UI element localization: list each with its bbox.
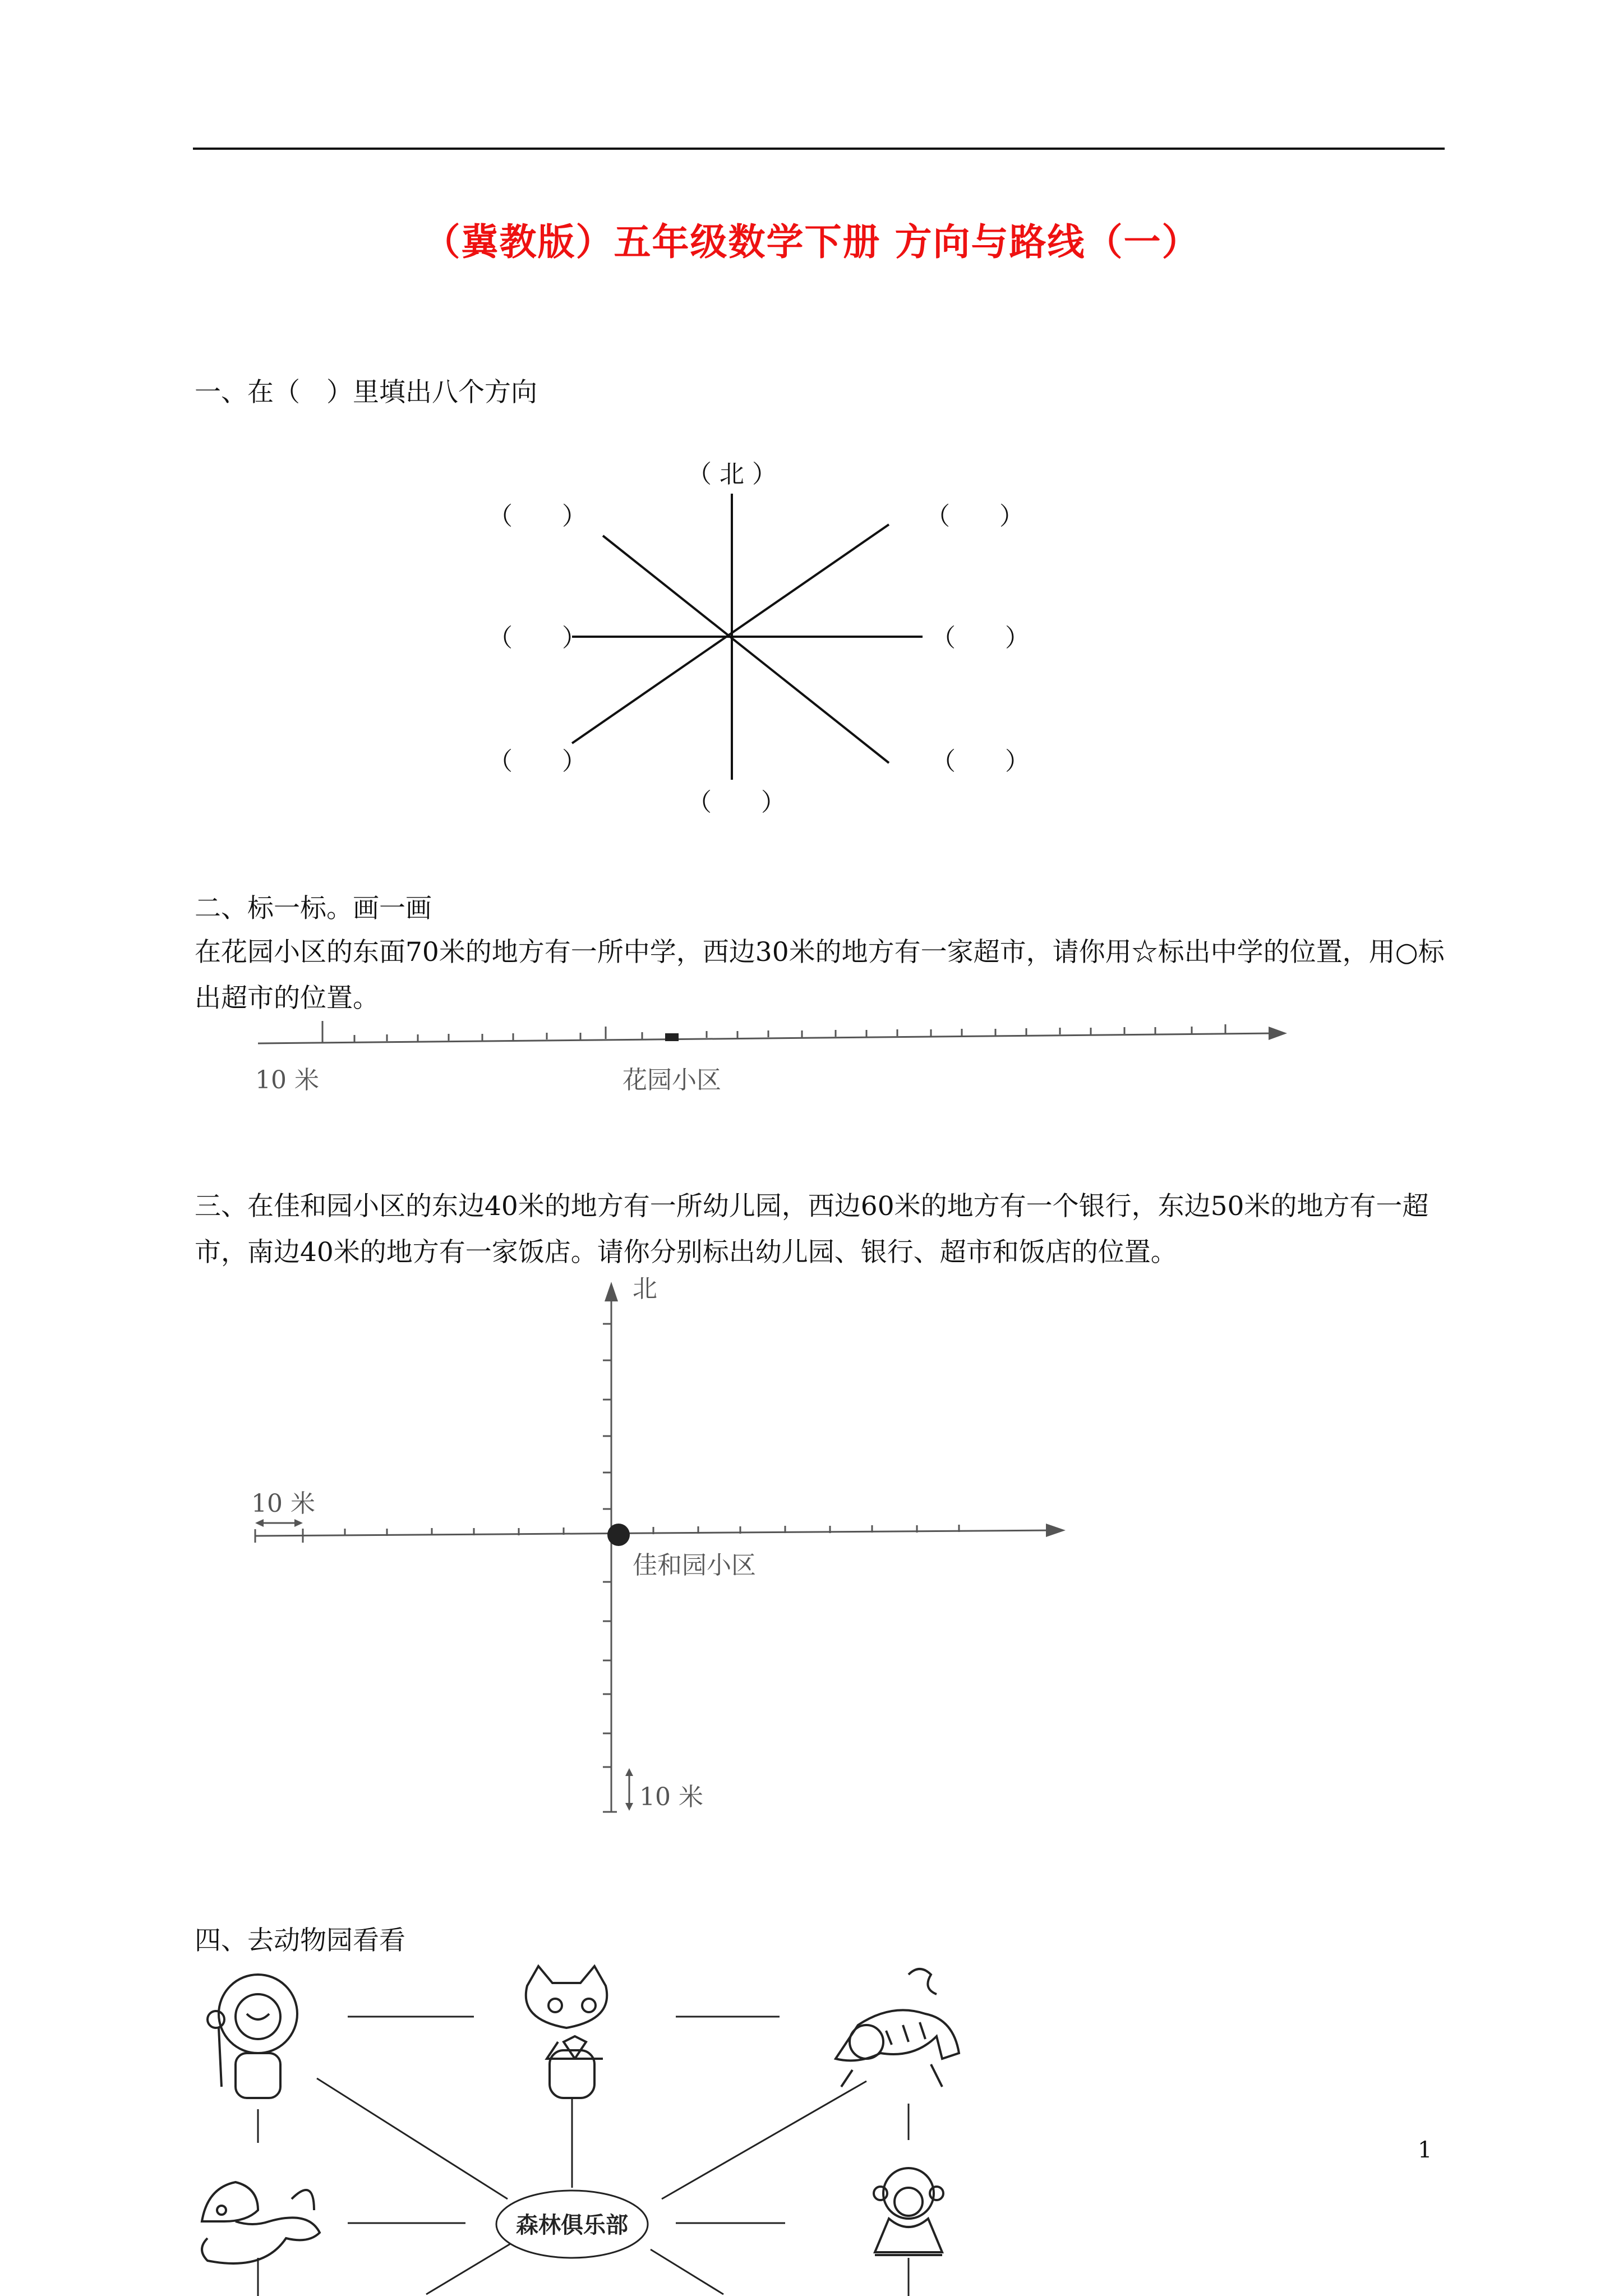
lion-icon [208,1975,297,2098]
north-label: （ 北 ） [687,460,777,489]
q3-text: 三、在佳和园小区的东边40米的地方有一所幼儿园，西边60米的地方有一个银行，东边50米的地方有一超市，南边40米的地方有一家饭店。请你分别标出幼儿园、银行、超市和饭店的位置。 [195,1191,1429,1268]
east-arrow [1046,1524,1066,1537]
h-scale-label: 10 米 [251,1489,315,1518]
cat-icon [526,1966,607,2098]
compass-ne-sw-line [572,524,889,743]
scale-label: 10 米 [255,1066,319,1094]
q2-number-line [0,999,1623,1111]
v-scale-label: 10 米 [639,1783,703,1811]
jiaheyuan-label: 佳和园小区 [633,1551,756,1580]
garden-community-label: 花园小区 [623,1066,721,1094]
blank-nw: （ ） [488,502,587,531]
q2-text: 在花园小区的东面70米的地方有一所中学，西边30米的地方有一家超市，请你用☆标出中学的位置，用○标出超市的位置。 [195,937,1445,1014]
north-label: 北 [633,1274,657,1303]
jiaheyuan-marker [607,1524,630,1546]
garden-community-marker [665,1033,679,1041]
east-axis [255,1530,1054,1536]
compass-nw-se-line [603,536,889,763]
compass-diagram [0,0,1623,841]
monkey-icon [874,2168,943,2255]
q3-coordinate-diagram [0,1268,1623,1829]
q1-heading: 一、在（ ）里填出八个方向 [195,377,537,408]
blank-e: （ ） [931,624,1030,652]
blank-sw: （ ） [488,747,587,776]
page-number: 1 [1418,2137,1432,2163]
zoo-map [0,1952,1623,2296]
tiger-icon [836,1969,959,2087]
blank-w: （ ） [488,624,587,652]
q4-heading: 四、去动物园看看 [195,1925,405,1956]
number-line-axis [258,1033,1273,1043]
blank-ne: （ ） [925,502,1024,531]
blank-se: （ ） [931,747,1030,776]
north-arrow [605,1282,618,1301]
dog-icon [202,2182,320,2263]
number-line-arrow [1269,1027,1287,1040]
blank-s: （ ） [687,788,786,817]
q2-heading: 二、标一标。画一画 [195,893,432,924]
page-title: （冀教版）五年级数学下册 方向与路线（一） [423,220,1200,264]
forest-club-label: 森林俱乐部 [516,2212,628,2238]
